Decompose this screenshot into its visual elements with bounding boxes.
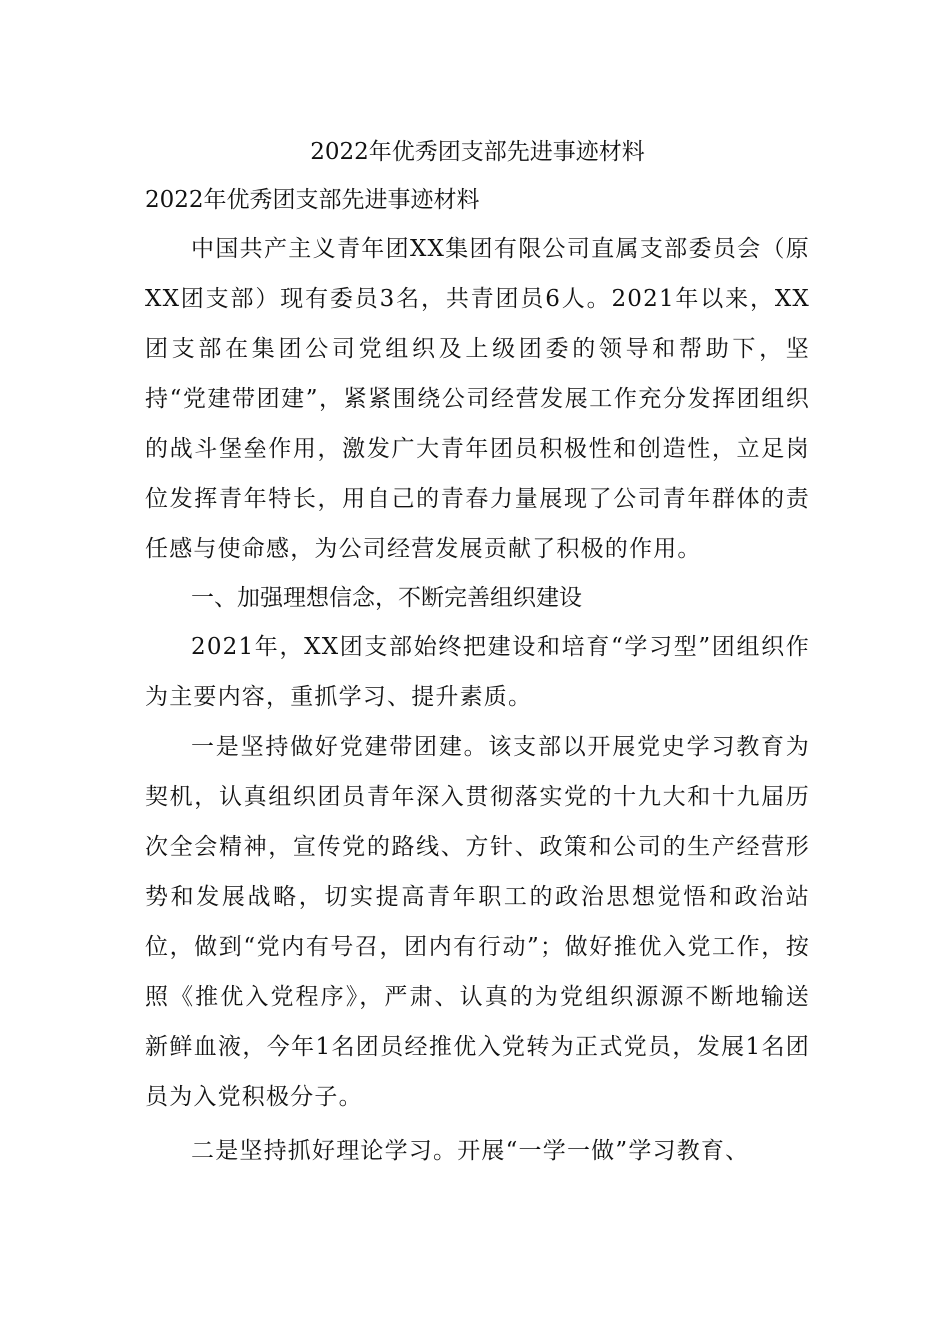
section-paragraph: 二是坚持抓好理论学习。开展“一学一做”学习教育、	[191, 1138, 750, 1164]
section-heading: 一、加强理想信念，不断完善组织建设	[191, 585, 582, 611]
section-paragraph: 一是坚持做好党建带团建。该支部以开展党史学习教育为契机，认真组织团员青年深入贯彻落实党的十九大和十九届历次全会精神，宣传党的路线、方针、政策和公司的生产经营形势和发展战略，切实提高青年职工的政治思想觉悟和政治站位，做到“党内有号召，团内有行动”；做好推优入党工作，按照《推优入党程序》，严肃、认真的为党组织源源不断地输送新鲜血液，今年1名团员经推优入党转为正式党员，发展1名团员为入党积极分子。	[145, 734, 810, 1110]
document-page	[145, 128, 810, 1176]
section-paragraph: 2021年，XX团支部始终把建设和培育“学习型”团组织作为主要内容，重抓学习、提升素质。	[145, 634, 810, 710]
document-title: 2022年优秀团支部先进事迹材料	[310, 139, 645, 165]
intro-paragraph: 中国共产主义青年团XX集团有限公司直属支部委员会（原XX团支部）现有委员3名，共青团员6人。2021年以来，XX团支部在集团公司党组织及上级团委的领导和帮助下，坚持“党建带团建”，紧紧围绕公司经营发展工作充分发挥团组织的战斗堡垒作用，激发广大青年团员积极性和创造性，立足岗位发挥青年特长，用自己的青春力量展现了公司青年群体的责任感与使命感，为公司经营发展贡献了积极的作用。	[145, 236, 810, 562]
document-subtitle: 2022年优秀团支部先进事迹材料	[145, 187, 480, 213]
